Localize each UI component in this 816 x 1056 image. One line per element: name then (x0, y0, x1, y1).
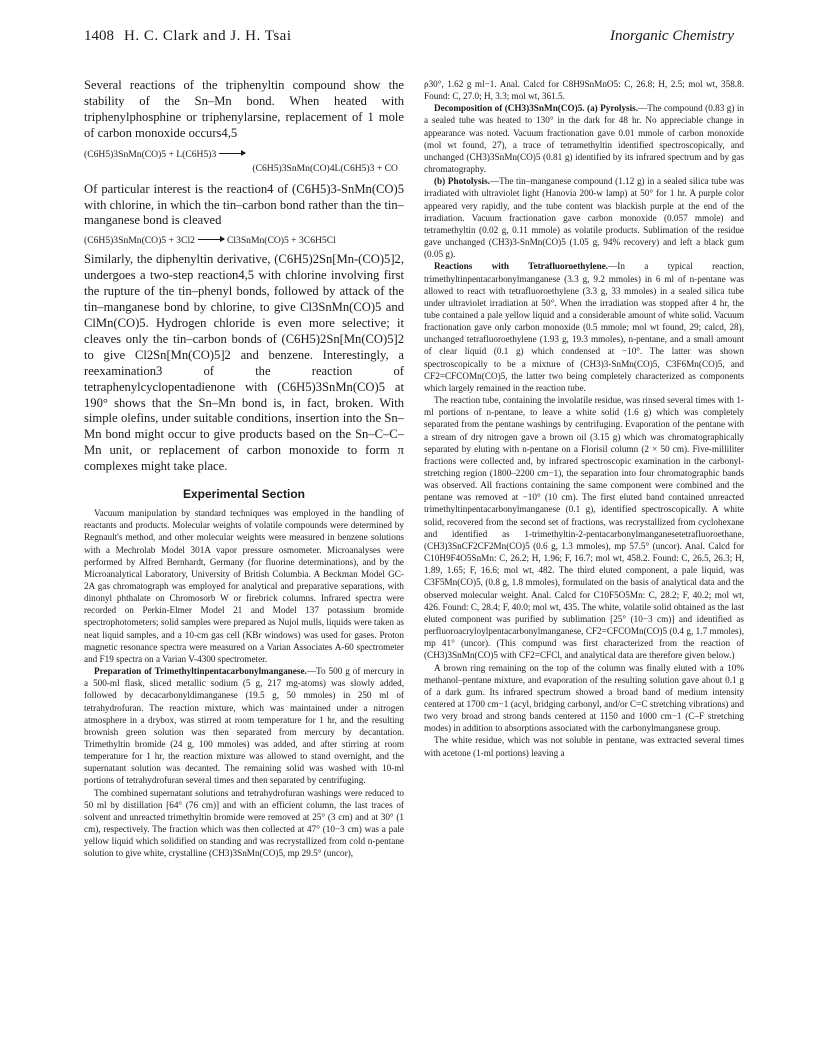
tetrafluoroethylene-heading: Reactions with Tetrafluoroethylene. (434, 261, 609, 272)
photolysis-paragraph (424, 175, 744, 260)
journal-title: Inorganic Chemistry (609, 28, 734, 44)
section-heading: Experimental Section (182, 487, 306, 502)
equation-1 (84, 148, 404, 176)
intro-paragraph-1: Several reactions of the triphenyltin compound show the stability of the Sn–Mn bond. When heated with triphenylphosphine or triphenylarsine, replacement of 1 mole of carbon monoxide occurs4,5 (84, 78, 404, 140)
equation-2-reactants: (C6H5)3SnMn(CO)5 + 3Cl2 (84, 235, 195, 247)
running-header (84, 28, 734, 50)
right-column (424, 78, 744, 759)
preparation-text: —To 500 g of mercury in a 500-ml flask, sliced metallic sodium (5 g, 217 mg-atoms) was slowly added, followed by decacarbonyldimanganese (19.5 g, 50 mmoles) in 250 ml of tetrahydrofuran. The reaction mixture, which was maintained under a nitrogen atmosphere in a drybox, was stirred at room temperature for 1 hr, and the resulting brownish green solution was then separated from mercury by decantation. Trimethyltin bromide (24 g, 100 mmoles) was added, and after stirring at room temperature for 1 hr, the reaction mixture was allowed to stand overnight, and the supernatant solution was decanted. The remaining solid was washed with 10-ml portions of tetrahydrofuran several times and then separated by centrifuging. (84, 666, 404, 786)
brown-ring-paragraph: A brown ring remaining on the top of the column was finally eluted with a 10% methanol–pentane mixture, and evaporation of the resulting solution gave about 0.1 g of a dark gum. Its infrared spectrum showed a broad band of medium intensity centered at 1700 cm−1 (acyl, bridging carbonyl, and/or C=C stretching vibrations) and two very broad and strong bands centered at 1150 and 1000 cm−1 (C–F stretching modes) in addition to absorptions associated with the carbonylmanganese group. (424, 662, 744, 734)
white-residue-paragraph: The white residue, which was not soluble in pentane, was extracted several times with acetone (1-ml portions) leaving a (424, 735, 744, 758)
intro-paragraph-2: Of particular interest is the reaction4 of (C6H5)3-SnMn(CO)5 with chlorine, in which the tin–carbon bond rather than the tin–manganese bond is cleaved (84, 181, 404, 228)
analysis-paragraph: ρ30°, 1.62 g ml−1. Anal. Calcd for C8H9SnMnO5: C, 26.8; H, 2.5; mol wt, 358.8. Found: C, 27.0; H, 3.3; mol wt, 361.5. (424, 79, 744, 102)
preparation-heading: Preparation of Trimethyltinpentacarbonylmanganese. (94, 666, 307, 677)
equation-1-products: (C6H5)3SnMn(CO)4L(C6H5)3 + CO (252, 162, 398, 174)
intro-paragraph-3: Similarly, the diphenyltin derivative, (C6H5)2Sn[Mn-(CO)5]2, undergoes a two-step reaction4,5 with chlorine involving first the rupture of the tin–phenyl bonds, followed by attack of the tin–manganese bond by chlorine, to give Cl3SnMn(CO)5 and ClMn(CO)5. Hydrogen chloride is even more selective; it cleaves only the tin–carbon bonds of (C6H5)2Sn[Mn(CO)5]2 to give Cl2Sn[Mn(CO)5]2 and benzene. Interestingly, a reexamination3 of the reaction of tetraphenylcyclopentadienone with (C6H5)3SnMn(CO)5 at 190° shows that the Sn–Mn bond is, in fact, broken. With simple olefins, under suitable conditions, insertion into the Sn–Mn bond might occur to give products based on the Sn–C–C–Mn unit, or replacement of carbon monoxide to form π complexes might take place. (84, 252, 404, 474)
page-number: 1408 (84, 28, 114, 44)
left-column (84, 78, 404, 860)
reaction-tube-paragraph: The reaction tube, containing the involatile residue, was rinsed several times with 1-ml portions of n-pentane, to leave a white solid (1.6 g) which was completely separated from the pentane washings by centrifuging. Evaporation of the pentane with a stream of dry nitrogen gave a brown oil (3.15 g) which was chromatographically separated by eluting with n-pentane on a Florisil column (2 × 50 cm). Five-milliliter fractions were collected and, by infrared spectroscopic examination in the carbonyl-stretching region (1800–2200 cm−1), the separation into four chromatographic bands was observed. All fractions containing the same component were combined and the pentane was removed at −10° (10 cm). The first eluted band contained unreacted trimethyltinpentacarbonylmanganese (0.1 g), identified spectroscopically. A white solid, recovered from the second set of fractions, was recrystallized from cyclohexane and identified as 1-trimethyltin-2-pentacarbonylmanganesetetrafluoroethane, (CH3)3SnCF2CF2Mn(CO)5 (0.6 g, 1.3 mmoles), mp 57.5° (uncor). Anal. Calcd for C10H9F4O5SnMn: C, 26.2; H, 1.96; F, 16.7; mol wt, 458.2. Found: C, 26.5, 26.3; H, 1.89, 1.65; F, 16.6; mol wt, 482. The third eluted component, a pale liquid, was C3F5Mn(CO)5, (0.8 g, 1.8 mmoles), formulated on the basis of analytical data and the observed molecular weight. Anal. Calcd for C10F5O5Mn: C, 28.2; F, 40.2; mol wt, 426. Found: C, 28.4; F, 40.0; mol wt, 435. The white, volatile solid obtained as the last eluted component was purified by sublimation [25° (10−3 cm)] and identified as perfluoroacryloylpentacarbonylmanganese, CF2=CFCOMn(CO)5 (0.4 g, 1.7 mmoles), mp 41° (uncor). (This compund was first characterized from the reaction of (CH3)3SnMn(CO)5 with CF2=CFCl, and analytical data are therefore given below.) (424, 395, 744, 661)
equation-2-products: Cl3SnMn(CO)5 + 3C6H5Cl (226, 235, 336, 247)
reaction-arrow-icon (198, 239, 224, 240)
photolysis-text: —The tin–manganese compound (1.12 g) in a sealed silica tube was irradiated with ultraviolet light (Hanovia 200-w lamp) at 50° for 1 hr. A purple color appeared very rapidly, and the tube content was blackish purple at the end of the irradiation. Vacuum fractionation gave carbon monoxide (0.057 mmole) and tetramethyltin (0.02 g, 0.11 mmole) as volatile products. Sublimation of the residue gave unchanged (CH3)3-SnMn(CO)5 (1.05 g, 94% recovery) and left a black gum (0.05 g). (424, 176, 744, 260)
equation-2 (84, 235, 404, 246)
running-head-authors: H. C. Clark and J. H. Tsai (124, 28, 292, 44)
photolysis-heading: (b) Photolysis. (434, 176, 490, 187)
experimental-paragraph-1: Vacuum manipulation by standard techniques was employed in the handling of reactants and products. Molecular weights of volatile compounds were determined by Regnault's method, and other molecular weights were measured in benzene solutions with a Mechrolab Model 301A vapor pressure osmometer. Microanalyses were performed by Alfred Bernhardt, Germany (for fluorine determinations), and by the Microanalytical Laboratory, University of British Columbia. A Beckman Model GC-2A gas chromatograph was employed for analytical and preparative separations, with dinonyl phthalate on Chromosorb W or firebrick columns. Infrared spectra were recorded on Perkin-Elmer Model 21 and Model 137 potassium bromide spectrophotometers; solid samples were prepared as Nujol mulls, liquids were taken as neat liquid samples, and a 10-cm gas cell (KBr windows) was used for gases. Proton magnetic resonance spectra were measured on a Varian Associates A-60 spectrometer and F19 spectra on a Varian V-4300 spectrometer. (84, 508, 404, 664)
pyrolysis-heading: (a) Pyrolysis. (587, 103, 639, 114)
decomposition-heading: Decomposition of (CH3)3SnMn(CO)5. (434, 103, 585, 114)
decomposition-paragraph (424, 102, 744, 175)
distillation-paragraph: The combined supernatant solutions and tetrahydrofuran washings were reduced to 50 ml by distillation [64° (76 cm)] and with an efficient column, the last traces of solvent and unreacted trimethyltin bromide were removed at 25° (3 cm) and at 30° (1 cm), respectively. The fraction which was then collected at 47° (10−3 cm) was a pale yellow liquid which solidified on standing and was recrystallized from cold n-pentane solution to give white, crystalline (CH3)3SnMn(CO)5, mp 29.5° (uncor), (84, 787, 404, 859)
pyrolysis-text: —The compound (0.83 g) in a sealed tube was heated to 130° in the dark for 48 hr. No appreciable change in appearance was noted. Vacuum fractionation gave 0.01 mmole of carbon monoxide (mol wt found, 27), a trace of tetramethyltin identified spectroscopically, and unchanged (CH3)3SnMn(CO)5 (0.81 g) identified by its infrared spectrum and by gas chromatography. (424, 103, 744, 175)
reaction-arrow-icon (219, 153, 245, 154)
tetrafluoroethylene-paragraph (424, 260, 744, 394)
equation-1-reactants: (C6H5)3SnMn(CO)5 + L(C6H5)3 (84, 148, 217, 160)
tetrafluoroethylene-text: —In a typical reaction, trimethyltinpentacarbonylmanganese (3.3 g, 9.2 mmoles) in 6 ml of n-pentane was allowed to react with tetrafluoroethylene (3.3 g, 33 mmoles) in a sealed silica tube under ultraviolet irradiation at 50°. When the irradiation was stopped after 4 hr, the tube contained a pale yellow liquid and a considerable amount of white solid. Vacuum fractionation gave only carbon monoxide (0.5 mmole; mol wt found, 29; calcd, 28), unchanged tetrafluoroethylene (1.93 g, 19.3 mmoles), n-pentane, and a small amount of clear liquid (0.1 g) which condensed at −10°. The latter was shown spectroscopically to be a mixture of (CH3)3-SnMn(CO)5, C3F6Mn(CO)5, and CF2=CFCOMn(CO)5, the latter two being completely characterized as components which largely remained in the reaction tube. (424, 261, 744, 393)
preparation-paragraph (84, 665, 404, 787)
